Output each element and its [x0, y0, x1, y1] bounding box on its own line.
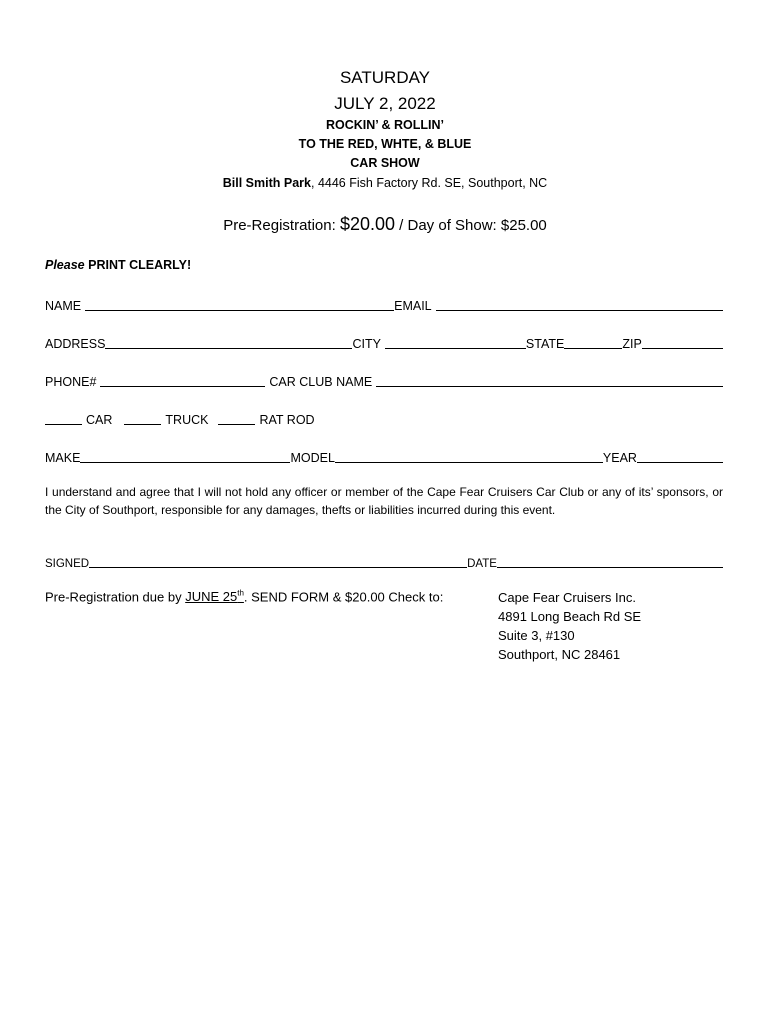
pre-registration-label: Pre-Registration: — [223, 217, 336, 234]
phone-club-row — [45, 371, 723, 389]
instruction-bold: PRINT CLEARLY! — [88, 258, 192, 272]
city-label: CITY — [352, 337, 381, 351]
pricing-line — [0, 214, 770, 235]
car-club-label: CAR CLUB NAME — [269, 375, 373, 389]
date-label: DATE — [467, 558, 497, 570]
address-line-3: Suite 3, #130 — [498, 628, 575, 643]
address-line-1: Cape Fear Cruisers Inc. — [498, 590, 636, 605]
make-field[interactable] — [80, 448, 290, 463]
name-field[interactable] — [85, 296, 394, 311]
car-checkbox-line[interactable] — [45, 410, 82, 425]
event-day: SATURDAY — [339, 68, 431, 87]
state-label: STATE — [525, 337, 565, 351]
venue-name: Bill Smith Park — [222, 176, 311, 190]
due-date — [185, 589, 244, 604]
email-label: EMAIL — [394, 299, 432, 313]
day-of-show-label: / Day of Show: — [399, 217, 497, 234]
day-of-show-price: $25.00 — [500, 217, 547, 234]
rat-rod-checkbox-line[interactable] — [218, 410, 255, 425]
venue-address: , 4446 Fish Factory Rd. SE, Southport, NC — [311, 176, 548, 190]
zip-label: ZIP — [622, 337, 642, 351]
event-venue — [0, 176, 770, 190]
phone-label: PHONE# — [45, 375, 97, 389]
zip-field[interactable] — [642, 334, 723, 349]
rat-rod-label: RAT ROD — [259, 413, 315, 427]
address-row — [45, 333, 723, 351]
signature-field[interactable] — [89, 553, 467, 568]
due-date-suffix: th — [237, 589, 244, 598]
signature-row — [45, 552, 723, 570]
email-field[interactable] — [436, 296, 723, 311]
address-field[interactable] — [105, 334, 352, 349]
instruction-italic: Please — [45, 258, 85, 272]
due-prefix: Pre-Registration due by — [45, 589, 182, 605]
due-send-instruction: . SEND FORM & $20.00 Check to: — [243, 589, 444, 605]
print-instruction — [45, 258, 191, 272]
event-date: JULY 2, 2022 — [334, 94, 436, 113]
event-title-line1: ROCKIN’ & ROLLIN’ — [325, 118, 445, 132]
city-field[interactable] — [385, 334, 526, 349]
model-label: MODEL — [290, 451, 335, 465]
make-label: MAKE — [45, 451, 81, 465]
name-email-row — [45, 295, 723, 313]
year-field[interactable] — [637, 448, 723, 463]
signed-label: SIGNED — [45, 558, 90, 570]
state-field[interactable] — [564, 334, 622, 349]
address-line-2: 4891 Long Beach Rd SE — [498, 609, 642, 624]
date-field[interactable] — [497, 553, 723, 568]
truck-checkbox-line[interactable] — [124, 410, 161, 425]
car-club-field[interactable] — [376, 372, 723, 387]
due-date-line — [45, 589, 443, 604]
name-label: NAME — [45, 299, 82, 313]
model-field[interactable] — [335, 448, 603, 463]
vehicle-type-row — [45, 409, 723, 427]
event-title-line3: CAR SHOW — [350, 156, 420, 170]
mailing-address — [498, 588, 641, 664]
address-line-4: Southport, NC 28461 — [498, 647, 621, 662]
waiver-text: I understand and agree that I will not hold any officer or member of the Cape Fear Cruisers Car Club or any of its’ sponsors, or the City of Southport, responsible for any damages, thefts or liabilities incurred during this event. — [45, 485, 723, 517]
phone-field[interactable] — [100, 372, 265, 387]
address-label: ADDRESS — [45, 337, 106, 351]
make-model-year-row — [45, 447, 723, 465]
pre-registration-price: $20.00 — [339, 214, 395, 234]
due-date-text: JUNE 25 — [185, 589, 238, 605]
year-label: YEAR — [602, 451, 637, 465]
car-label: CAR — [86, 413, 113, 427]
truck-label: TRUCK — [165, 413, 209, 427]
event-title-line2: TO THE RED, WHTE, & BLUE — [298, 137, 472, 151]
